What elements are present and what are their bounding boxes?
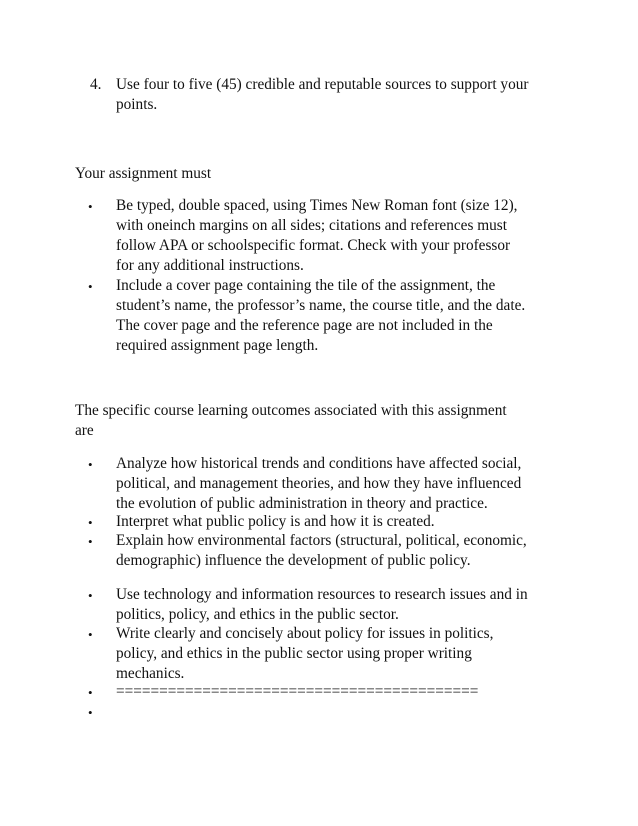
outcome-bullet-line: mechanics. — [116, 665, 185, 682]
bullet-icon: • — [88, 534, 93, 549]
bullet-icon: • — [88, 279, 93, 294]
list-number: 4. — [90, 76, 102, 93]
assignment-bullet-line: Be typed, double spaced, using Times New Roman font (size 12), — [116, 197, 518, 214]
outcome-bullet-line: Write clearly and concisely about policy for issues in politics, — [116, 625, 494, 642]
bullet-icon: • — [88, 515, 93, 530]
assignment-bullet-line: follow APA or schoolspecific format. Check with your professor — [116, 237, 511, 254]
outcomes-heading: The specific course learning outcomes associated with this assignment — [75, 402, 507, 419]
bullet-icon: • — [88, 588, 93, 603]
outcome-bullet-line: policy, and ethics in the public sector using proper writing — [116, 645, 472, 662]
separator-line: ========================================== — [116, 683, 479, 700]
assignment-heading: Your assignment must — [75, 165, 212, 182]
outcome-bullet-line: political, and management theories, and how they have influenced — [116, 475, 522, 492]
bullet-icon: • — [88, 627, 93, 642]
assignment-bullet-line: Include a cover page containing the tile of the assignment, the — [116, 277, 496, 294]
bullet-icon: • — [88, 685, 93, 700]
outcomes-heading: are — [75, 422, 94, 439]
outcome-bullet-line: politics, policy, and ethics in the public sector. — [116, 606, 399, 623]
outcome-bullet-line: Explain how environmental factors (structural, political, economic, — [116, 532, 527, 549]
outcome-bullet-line: Interpret what public policy is and how it is created. — [116, 513, 435, 530]
assignment-bullet-line: student’s name, the professor’s name, the course title, and the date. — [116, 297, 526, 314]
bullet-icon: • — [88, 199, 93, 214]
assignment-bullet-line: with oneinch margins on all sides; citations and references must — [116, 217, 507, 234]
assignment-bullet-line: required assignment page length. — [116, 337, 319, 354]
outcome-bullet-line: the evolution of public administration in theory and practice. — [116, 495, 488, 512]
outcome-bullet-line: demographic) influence the development of public policy. — [116, 552, 471, 569]
assignment-bullet-line: The cover page and the reference page are not included in the — [116, 317, 493, 334]
bullet-icon: • — [88, 457, 93, 472]
outcome-bullet-line: Analyze how historical trends and conditions have affected social, — [116, 455, 522, 472]
numbered-item-line: points. — [116, 96, 158, 113]
outcome-bullet-line: Use technology and information resources to research issues and in — [116, 586, 528, 603]
numbered-item-line: Use four to five (45) credible and reputable sources to support your — [116, 76, 529, 93]
bullet-icon: • — [88, 705, 93, 720]
assignment-bullet-line: for any additional instructions. — [116, 257, 304, 274]
